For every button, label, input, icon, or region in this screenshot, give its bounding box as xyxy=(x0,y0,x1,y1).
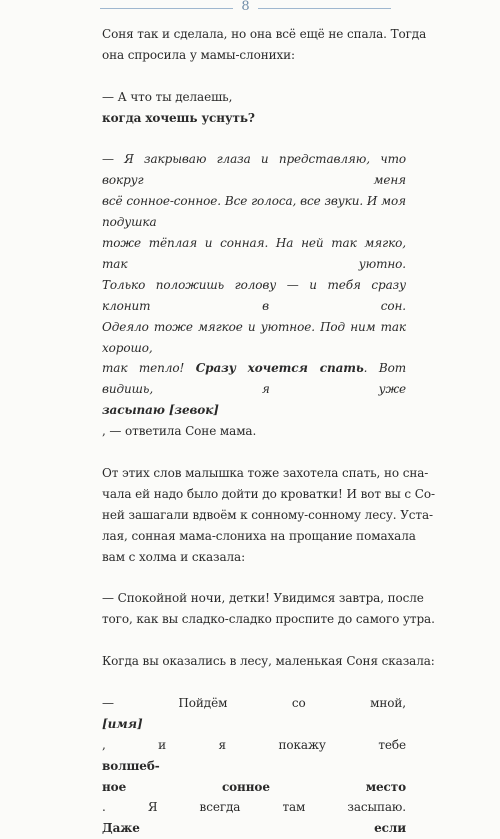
page-header xyxy=(0,0,500,22)
text-line xyxy=(102,233,406,275)
text-run: — А что ты делаешь, xyxy=(102,89,233,104)
text-line xyxy=(102,651,435,672)
text-run: — Спокойной ночи, детки! Увидимся завтра, после xyxy=(102,591,424,606)
text-run: того, как вы сладко-сладко проспите до самого утра. xyxy=(102,612,435,627)
text-line xyxy=(102,87,406,129)
paragraph xyxy=(102,651,435,672)
text-line xyxy=(102,505,433,526)
text-run: ней зашагали вдвоём к сонному-сонному лесу. Уста- xyxy=(102,507,433,522)
emphasis-run: когда хочешь уснуть? xyxy=(102,110,255,125)
paragraph xyxy=(102,588,435,630)
text-line xyxy=(102,149,406,191)
emphasis-run: так тепло! xyxy=(102,361,196,376)
text-line xyxy=(102,484,435,505)
page-text xyxy=(102,24,435,839)
text-line xyxy=(102,463,429,484)
emphasis-run: — Я закрываю глаза и представляю, что вокруг меня xyxy=(102,152,406,188)
text-line xyxy=(102,777,406,839)
emphasis-run: . Вот видишь, я уже xyxy=(102,361,406,397)
text-line xyxy=(102,609,435,630)
text-run: вам с холма и сказала: xyxy=(102,549,246,564)
emphasis-run: Только положишь голову — и тебя сразу клонит в сон. xyxy=(102,277,406,313)
paragraph xyxy=(102,463,435,568)
emphasis-run: тоже тёплая и сонная. На ней так мягко, так уютно. xyxy=(102,236,406,271)
paragraph xyxy=(102,149,406,442)
page-number: 8 xyxy=(241,0,250,14)
text-run: чала ей надо было дойти до кроватки! И вот вы с Со- xyxy=(102,486,435,501)
paragraph xyxy=(102,24,427,66)
text-line xyxy=(102,526,416,547)
text-line xyxy=(102,275,406,317)
paragraph xyxy=(102,693,406,839)
text-line xyxy=(102,400,406,442)
text-line xyxy=(102,24,427,45)
text-line xyxy=(102,317,406,359)
text-run: Соня так и сделала, но она всё ещё не спала. Тогда xyxy=(102,27,427,41)
emphasis-run: [имя] xyxy=(102,716,143,731)
emphasis-run: Даже если xyxy=(102,821,406,836)
emphasis-run: засыпаю [зевок] xyxy=(102,403,219,418)
emphasis-run: Одеяло тоже мягкое и уютное. Под ним так хорошо, xyxy=(102,319,406,355)
emphasis-run: волшеб- xyxy=(102,758,160,773)
text-line xyxy=(102,45,406,66)
text-run: , — ответила Соне мама. xyxy=(102,424,257,439)
emphasis-run: Сразу хочется спать xyxy=(195,361,364,376)
header-rule-left xyxy=(100,8,233,9)
text-run: она спросила у мамы-слонихи: xyxy=(102,47,296,62)
emphasis-run: ное сонное место xyxy=(102,779,406,794)
paragraph xyxy=(102,87,406,129)
text-line xyxy=(102,693,406,777)
text-run: . Я всегда там засыпаю. xyxy=(102,800,406,815)
text-run: Когда вы оказались в лесу, маленькая Соня сказала: xyxy=(102,654,435,669)
emphasis-run: всё сонное-сонное. Все голоса, все звуки. И моя подушка xyxy=(102,194,406,230)
header-rule-right xyxy=(258,8,391,9)
text-run: От этих слов малышка тоже захотела спать, но сна- xyxy=(102,465,429,480)
text-run: — Пойдём со мной, xyxy=(102,695,406,710)
text-line xyxy=(102,191,406,233)
text-run: , и я покажу тебе xyxy=(102,737,406,752)
text-line xyxy=(102,358,406,400)
text-line xyxy=(102,588,424,609)
text-run: лая, сонная мама-слониха на прощание помахала xyxy=(102,528,416,543)
text-line xyxy=(102,547,406,568)
